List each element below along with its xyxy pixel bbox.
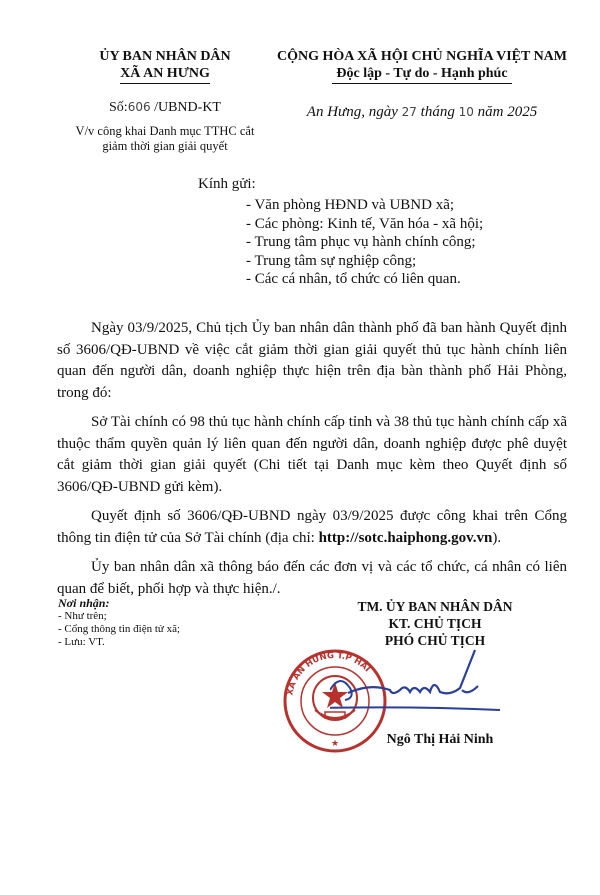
distribution-item: - Lưu: VT.: [58, 636, 105, 648]
svg-text:XÃ AN HƯNG T.P HẢI: XÃ AN HƯNG T.P HẢI: [285, 650, 372, 697]
issuer-line2: XÃ AN HƯNG: [120, 65, 210, 84]
nation-block: [262, 48, 582, 121]
letter-body: [57, 318, 567, 608]
place-date: An Hưng, ngày 27 tháng 10 năm 2025: [306, 104, 538, 120]
distribution-item: - Cổng thông tin điện tử xã;: [58, 623, 181, 635]
website-link[interactable]: http://sotc.haiphong.gov.vn: [318, 529, 493, 546]
svg-text:★: ★: [330, 739, 340, 749]
signer-name: Ngô Thị Hải Ninh: [386, 732, 494, 747]
body-paragraph: Ủy ban nhân dân xã thông báo đến các đơn vị và các tổ chức, cá nhân có liên quan để biết, phối hợp và thực hiện./.: [57, 559, 567, 597]
issuer-block: [60, 48, 270, 154]
distribution-list: [58, 597, 180, 649]
recipient-item: - Các phòng: Kinh tế, Văn hóa - xã hội;: [246, 215, 484, 232]
recipient-item: - Văn phòng HĐND và UBND xã;: [246, 197, 455, 213]
recipient-item: - Trung tâm phục vụ hành chính công;: [246, 234, 476, 250]
body-paragraph: Ngày 03/9/2025, Chủ tịch Ủy ban nhân dân thành phố đã ban hành Quyết định số 3606/QĐ-UBND về việc cắt giảm thời gian giải quyết thủ tục hành chính liên quan đến người dân, doanh nghiệp thực hiện trên địa bàn thành phố Hải Phòng, trong đó:: [57, 320, 567, 401]
nation-title: CỘNG HÒA XÃ HỘI CHỦ NGHĨA VIỆT NAM: [276, 49, 567, 64]
distribution-item: - Như trên;: [58, 610, 107, 622]
issuer-line1: ỦY BAN NHÂN DÂN: [99, 49, 231, 64]
doc-number: Số:606 /UBND-KT: [109, 100, 221, 115]
subject: V/v công khai Danh mục TTHC cắt giảm thời gian giải quyết: [75, 124, 255, 153]
motto: Độc lập - Tự do - Hạnh phúc: [332, 65, 511, 84]
distribution-title: Nơi nhận:: [58, 596, 110, 610]
body-paragraph: Quyết định số 3606/QĐ-UBND ngày 03/9/2025 được công khai trên Cổng thông tin điện tử của Sở Tài chính (địa chỉ: http://sotc.haiphong.gov.vn).: [57, 508, 567, 546]
recipient-item: - Trung tâm sự nghiệp công;: [246, 252, 417, 269]
recipients-list: [246, 196, 483, 289]
recipients-label: Kính gửi:: [198, 176, 256, 192]
handwritten-signature-icon: [330, 648, 550, 733]
body-paragraph: Sở Tài chính có 98 thủ tục hành chính cấp tỉnh và 38 thủ tục hành chính cấp xã thuộc thẩm quyền quản lý liên quan đến người dân, doanh nghiệp được phê duyệt cắt giảm thời gian giải quyết (Chi tiết tại Danh mục kèm theo Quyết định số 3606/QĐ-UBND gửi kèm).: [57, 414, 567, 495]
doc-number-handwritten: 606: [127, 100, 151, 114]
signature-titles: TM. ỦY BAN NHÂN DÂN KT. CHỦ TỊCH PHÓ CHỦ TỊCH: [357, 599, 513, 648]
recipient-item: - Các cá nhân, tổ chức có liên quan.: [246, 271, 461, 287]
